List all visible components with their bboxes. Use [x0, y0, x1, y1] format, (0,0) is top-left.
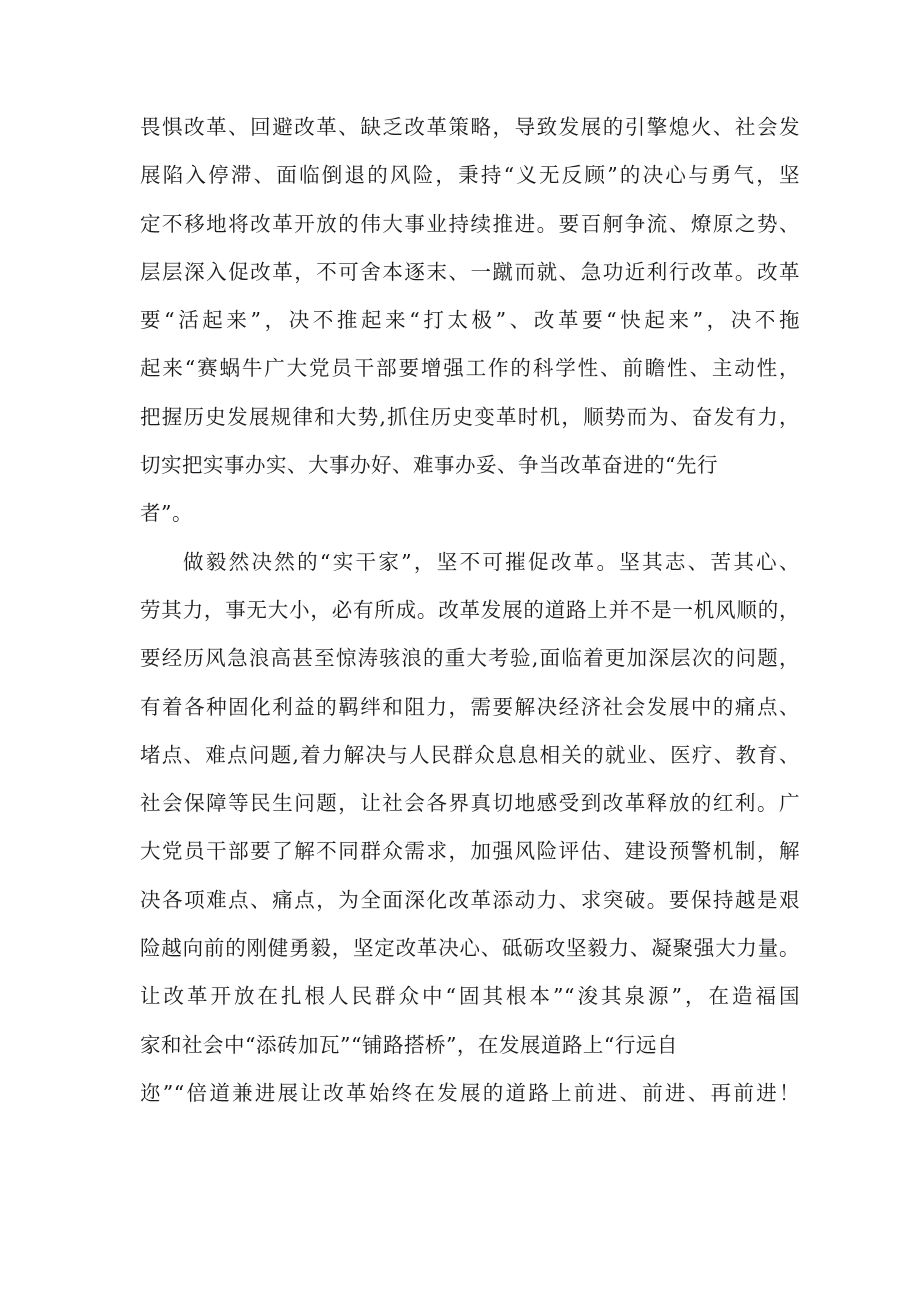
body-text	[140, 103, 800, 1117]
text-line: 畏惧改革、回避改革、缺乏改革策略，导致发展的引擎熄火、社会发	[140, 115, 800, 139]
text-line: 者”。	[140, 501, 193, 526]
text-line: 展陷入停滞、面临倒退的风险，秉持“义无反顾”的决心与勇气，坚	[140, 163, 800, 188]
text-line: 切实把实事办实、大事办好、难事办妥、争当改革奋进的“先行	[140, 453, 718, 478]
text-line: 险越向前的刚健勇毅，坚定改革决心、砥砺攻坚毅力、凝聚强大力量。	[140, 936, 800, 961]
text-line: 社会保障等民生问题，让社会各界真切地感受到改革释放的红利。广	[140, 791, 800, 816]
text-line: 让改革开放在扎根人民群众中“固其根本”“浚其泉源”，在造福国	[140, 984, 800, 1009]
text-line: 把握历史发展规律和大势,抓住历史变革时机，顺势而为、奋发有力，	[140, 404, 800, 429]
text-line: 要“活起来”，决不推起来“打太极”、改革要“快起来”，决不拖	[140, 308, 800, 333]
text-line: 决各项难点、痛点，为全面深化改革添动力、求突破。要保持越是艰	[140, 887, 800, 912]
text-line: 堵点、难点问题,着力解决与人民群众息息相关的就业、医疗、教育、	[140, 742, 800, 767]
text-line: 层层深入促改革，不可舍本逐末、一蹴而就、急功近利行改革。改革	[140, 259, 800, 284]
text-line: 家和社会中“添砖加瓦”“铺路搭桥”，在发展道路上“行远自	[140, 1032, 678, 1057]
text-line: 有着各种固化利益的羁绊和阻力，需要解决经济社会发展中的痛点、	[140, 694, 800, 719]
text-line: 迩”“倍道兼进展让改革始终在发展的道路上前进、前进、再前进！	[140, 1080, 800, 1105]
text-line: 要经历风急浪高甚至惊涛骇浪的重大考验,面临着更加深层次的问题，	[140, 646, 800, 671]
text-line: 定不移地将改革开放的伟大事业持续推进。要百舸争流、燎原之势、	[140, 211, 800, 236]
text-line: 起来“赛蜗牛广大党员干部要增强工作的科学性、前瞻性、主动性，	[140, 356, 800, 381]
text-line: 做毅然决然的“实干家”，坚不可摧促改革。坚其志、苦其心、	[183, 549, 800, 574]
text-line: 劳其力，事无大小，必有所成。改革发展的道路上并不是一机风顺的，	[140, 597, 800, 622]
text-line: 大党员干部要了解不同群众需求，加强风险评估、建设预警机制，解	[140, 839, 800, 864]
